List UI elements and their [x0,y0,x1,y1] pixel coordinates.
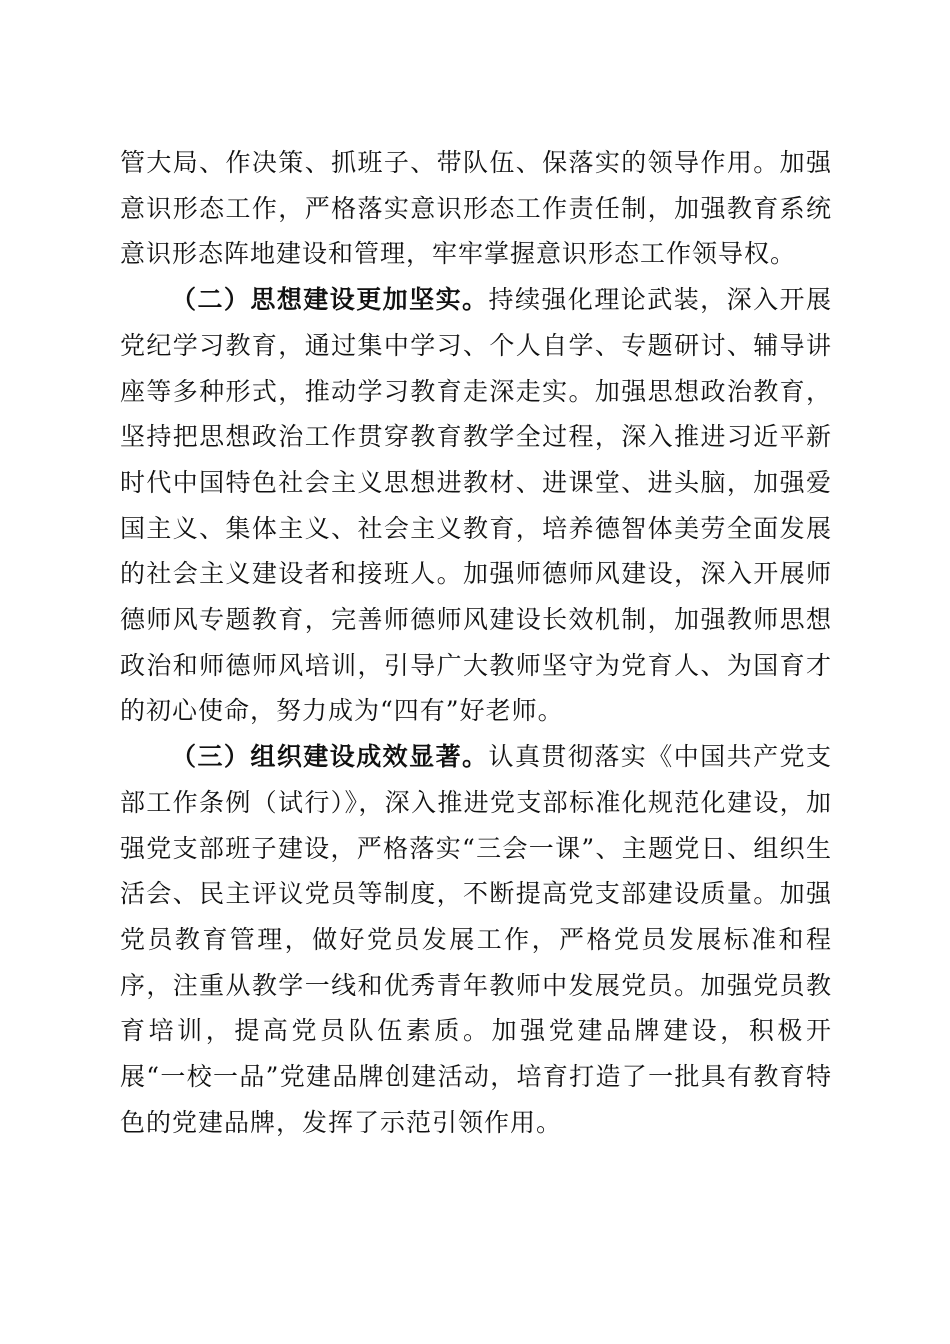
paragraph-organization [120,734,832,1145]
section-heading-organization: （三）组织建设成效显著。 [171,742,489,772]
paragraph-ideology-text: 持续强化理论武装，深入开展党纪学习教育，通过集中学习、个人自学、专题研讨、辅导讲座等多种形式，推动学习教育走深走实。加强思想政治教育，坚持把思想政治工作贯穿教育教学全过程，深入推进习近平新时代中国特色社会主义思想进教材、进课堂、进头脑，加强爱国主义、集体主义、社会主义教育，培养德智体美劳全面发展的社会主义建设者和接班人。加强师德师风建设，深入开展师德师风专题教育，完善师德师风建设长效机制，加强教师思想政治和师德师风培训，引导广大教师坚守为党育人、为国育才的初心使命，努力成为“四有”好老师。 [120,285,832,726]
section-heading-ideology: （二）思想建设更加坚实。 [171,285,489,315]
document-body [120,140,832,1145]
paragraph-ideology [120,277,832,734]
paragraph-leadership [120,140,832,277]
paragraph-organization-text: 认真贯彻落实《中国共产党支部工作条例（试行）》，深入推进党支部标准化规范化建设，加强党支部班子建设，严格落实“三会一课”、主题党日、组织生活会、民主评议党员等制度，不断提高党支部建设质量。加强党员教育管理，做好党员发展工作，严格党员发展标准和程序，注重从教学一线和优秀青年教师中发展党员。加强党员教育培训，提高党员队伍素质。加强党建品牌建设，积极开展“一校一品”党建品牌创建活动，培育打造了一批具有教育特色的党建品牌，发挥了示范引领作用。 [120,742,832,1137]
paragraph-leadership-text: 管大局、作决策、抓班子、带队伍、保落实的领导作用。加强意识形态工作，严格落实意识形态工作责任制，加强教育系统意识形态阵地建设和管理，牢牢掌握意识形态工作领导权。 [120,148,832,269]
